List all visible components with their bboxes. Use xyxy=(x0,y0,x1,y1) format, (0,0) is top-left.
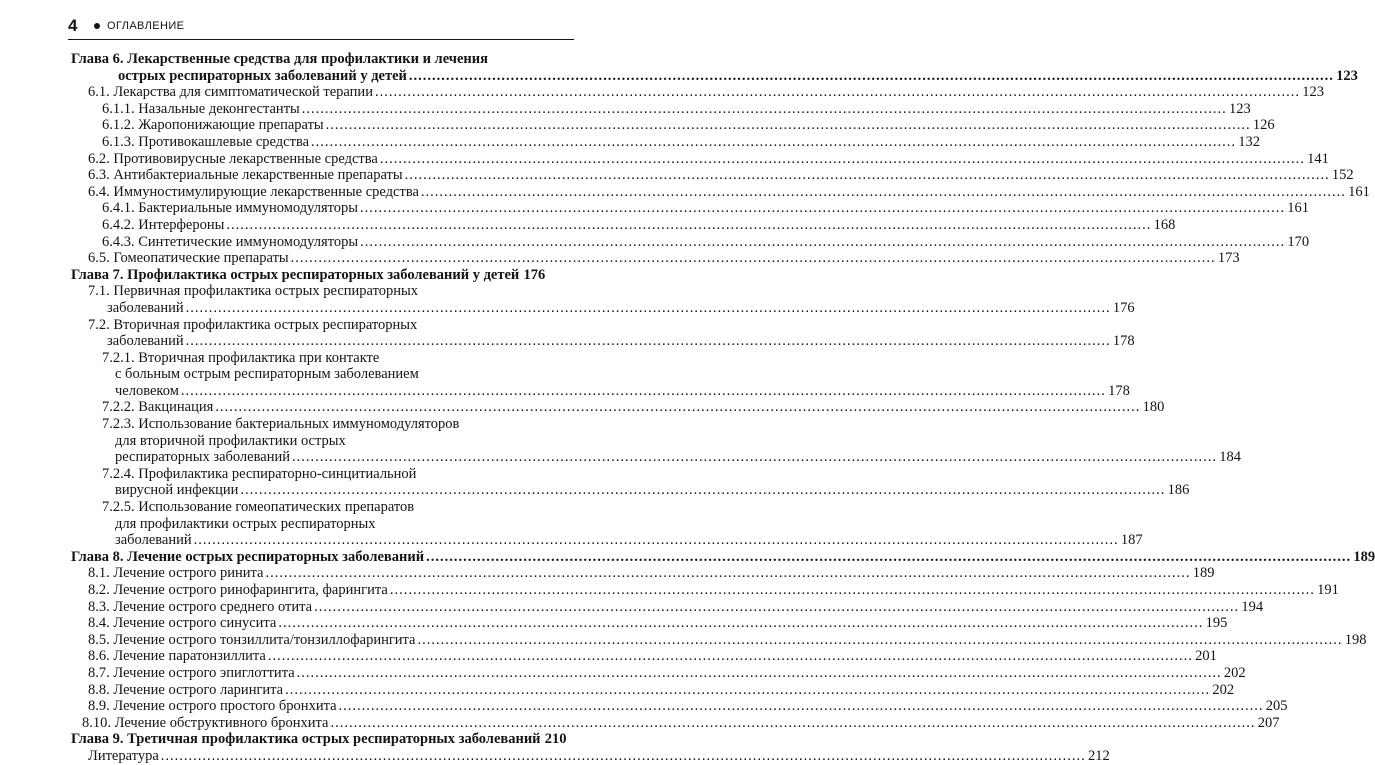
toc-entry[interactable] xyxy=(71,698,1288,715)
toc-page-number: 207 xyxy=(1257,714,1280,731)
leader-dots: ........................................................................................................................................................................................................ xyxy=(379,150,1305,167)
leader-dots: ........................................................................................................................................................................................................ xyxy=(314,598,1240,615)
leader-dots: ........................................................................................................................................................................................................ xyxy=(408,67,1334,84)
toc-entry-title: 7.2.5. Использование гомеопатических препаратов xyxy=(102,499,415,516)
leader-dots: ........................................................................................................................................................................................................ xyxy=(180,382,1106,399)
toc-entry-title: 6.4.1. Бактериальные иммуномодуляторы xyxy=(102,200,359,217)
toc-page-number: 205 xyxy=(1265,698,1288,715)
toc-entry-title: 8.6. Лечение паратонзиллита xyxy=(88,648,266,665)
leader-dots: ........................................................................................................................................................................................................ xyxy=(193,532,1119,549)
toc-entry[interactable] xyxy=(71,416,1241,466)
toc-entry-title: 7.1. Первичная профилактика острых респираторных xyxy=(88,283,418,300)
toc-page-number: 168 xyxy=(1153,216,1176,233)
toc-page-number: 189 xyxy=(1353,548,1375,565)
toc-entry-title: 7.2. Вторичная профилактика острых респираторных xyxy=(88,316,418,333)
toc-page-number: 210 xyxy=(544,731,567,748)
toc-page-number: 161 xyxy=(1348,183,1370,200)
leader-dots: ........................................................................................................................................................................................................ xyxy=(215,399,1141,416)
toc-page-number: 186 xyxy=(1167,482,1190,499)
toc-page-number: 198 xyxy=(1344,631,1367,648)
toc-entry-title: заболеваний xyxy=(107,299,184,316)
toc-entry[interactable] xyxy=(71,681,1235,699)
toc-entry[interactable] xyxy=(71,349,1130,400)
leader-dots: ........................................................................................................................................................................................................ xyxy=(417,631,1343,648)
toc-entry-title: 8.5. Лечение острого тонзиллита/тонзиллофарингита xyxy=(88,631,416,648)
toc-page-number: 132 xyxy=(1238,133,1261,150)
toc-page-number: 141 xyxy=(1307,150,1329,167)
toc-page-number: 161 xyxy=(1287,200,1310,217)
page-number: 4 xyxy=(68,16,78,35)
toc-entry[interactable] xyxy=(71,631,1367,649)
leader-dots: ........................................................................................................................................................................................................ xyxy=(285,681,1211,698)
leader-dots: ........................................................................................................................................................................................................ xyxy=(325,117,1251,134)
toc-entry[interactable] xyxy=(71,499,1143,549)
toc-entry-title: для вторичной профилактики острых xyxy=(115,432,346,449)
leader-dots: ........................................................................................................................................................................................................ xyxy=(426,548,1352,565)
leader-dots: ........................................................................................................................................................................................................ xyxy=(185,333,1111,350)
toc-chapter[interactable] xyxy=(71,731,567,748)
toc-entry-title: респираторных заболеваний xyxy=(115,449,290,466)
toc-entry-title: 6.4.2. Интерфероны xyxy=(102,216,225,233)
toc-entry-title: Глава 9. Третичная профилактика острых респираторных заболеваний xyxy=(71,731,541,748)
toc-page-number: 176 xyxy=(1112,299,1135,316)
toc-entry-title: вирусной инфекции xyxy=(115,482,239,499)
toc-entry[interactable] xyxy=(71,167,1354,184)
toc-entry[interactable] xyxy=(71,399,1165,416)
toc-entry-title: 6.2. Противовирусные лекарственные средства xyxy=(88,150,378,167)
toc-chapter[interactable] xyxy=(71,548,1375,566)
toc-entry-title: 8.8. Лечение острого ларингита xyxy=(88,681,284,698)
leader-dots: ........................................................................................................................................................................................................ xyxy=(360,200,1286,217)
toc-entry[interactable] xyxy=(71,747,1110,765)
toc-page-number: 176 xyxy=(523,266,546,283)
toc-entry-title: 6.1.3. Противокашлевые средства xyxy=(102,133,310,150)
toc-entry-title: человеком xyxy=(115,382,179,399)
toc-page-number: 180 xyxy=(1142,399,1165,416)
toc-entry-title: 8.4. Лечение острого синусита xyxy=(88,615,277,632)
toc-entry-title: Литература xyxy=(88,747,159,764)
leader-dots: ........................................................................................................................................................................................................ xyxy=(160,747,1086,764)
toc-page-number: 212 xyxy=(1088,747,1110,764)
toc-page-number: 152 xyxy=(1331,167,1354,184)
toc-entry[interactable] xyxy=(71,598,1264,616)
leader-dots: ........................................................................................................................................................................................................ xyxy=(265,565,1191,582)
toc-page-number: 126 xyxy=(1252,117,1275,134)
bullet-icon xyxy=(94,23,100,29)
toc-entry[interactable] xyxy=(71,565,1215,582)
toc-entry[interactable] xyxy=(71,200,1310,217)
header-rule xyxy=(68,39,574,40)
toc-entry[interactable] xyxy=(71,582,1339,599)
toc-entry[interactable] xyxy=(71,465,1190,499)
toc-entry-title: 8.1. Лечение острого ринита xyxy=(88,565,264,582)
toc-entry-title: 8.9. Лечение острого простого бронхита xyxy=(88,698,337,715)
toc-entry-title: с больным острым респираторным заболеванием xyxy=(115,366,419,383)
toc-entry-title: заболеваний xyxy=(115,532,192,549)
toc-entry[interactable] xyxy=(71,133,1261,151)
toc-entry-title: 8.7. Лечение острого эпиглоттита xyxy=(88,664,295,681)
toc-page-number: 202 xyxy=(1212,681,1235,698)
table-of-contents xyxy=(71,51,1375,765)
toc-entry[interactable] xyxy=(71,150,1329,168)
toc-page-number: 195 xyxy=(1205,615,1228,632)
toc-entry[interactable] xyxy=(71,615,1228,632)
toc-page-number: 178 xyxy=(1112,333,1135,350)
leader-dots: ........................................................................................................................................................................................................ xyxy=(267,648,1193,665)
toc-entry[interactable] xyxy=(71,100,1251,118)
toc-entry-title: 6.1. Лекарства для симптоматической терапии xyxy=(88,84,373,101)
leader-dots: ........................................................................................................................................................................................................ xyxy=(330,714,1256,731)
toc-entry[interactable] xyxy=(71,664,1246,682)
toc-chapter[interactable] xyxy=(71,51,1358,84)
leader-dots: ........................................................................................................................................................................................................ xyxy=(240,482,1166,499)
leader-dots: ........................................................................................................................................................................................................ xyxy=(360,233,1286,250)
toc-entry[interactable] xyxy=(71,216,1176,234)
toc-entry-title: Глава 7. Профилактика острых респираторных заболеваний у детей xyxy=(71,266,520,283)
toc-page-number: 170 xyxy=(1287,233,1310,250)
leader-dots: ........................................................................................................................................................................................................ xyxy=(404,167,1330,184)
toc-page-number: 184 xyxy=(1219,449,1241,466)
toc-page-number: 191 xyxy=(1317,582,1339,598)
toc-entry-title: острых респираторных заболеваний у детей xyxy=(118,67,407,84)
page-header xyxy=(68,12,574,36)
toc-page-number: 202 xyxy=(1223,664,1246,681)
toc-entry-title: 6.5. Гомеопатические препараты xyxy=(88,250,289,267)
leader-dots: ........................................................................................................................................................................................................ xyxy=(278,615,1204,632)
leader-dots: ........................................................................................................................................................................................................ xyxy=(301,100,1227,117)
toc-entry-title: для профилактики острых респираторных xyxy=(115,515,376,532)
toc-entry[interactable] xyxy=(71,283,1135,316)
toc-entry-title: 6.3. Антибактериальные лекарственные препараты xyxy=(88,167,403,184)
toc-entry-title: 8.2. Лечение острого ринофарингита, фарингита xyxy=(88,582,388,598)
toc-entry[interactable] xyxy=(71,316,1135,350)
toc-page-number: 187 xyxy=(1120,532,1143,549)
toc-entry-title: 7.2.3. Использование бактериальных иммуномодуляторов xyxy=(102,416,460,433)
toc-entry[interactable] xyxy=(71,233,1310,251)
leader-dots: ........................................................................................................................................................................................................ xyxy=(338,698,1264,715)
toc-entry-title: 7.2.1. Вторичная профилактика при контакте xyxy=(102,349,380,366)
toc-entry-title: Глава 8. Лечение острых респираторных заболеваний xyxy=(71,548,425,565)
leader-dots: ........................................................................................................................................................................................................ xyxy=(291,449,1217,466)
toc-entry[interactable] xyxy=(71,250,1240,267)
leader-dots: ........................................................................................................................................................................................................ xyxy=(311,133,1237,150)
toc-entry[interactable] xyxy=(71,648,1217,665)
toc-entry[interactable] xyxy=(71,117,1275,134)
toc-entry-title: 7.2.4. Профилактика респираторно-синцитиальной xyxy=(102,465,417,482)
toc-page-number: 123 xyxy=(1229,100,1251,117)
toc-entry-title: 7.2.2. Вакцинация xyxy=(102,399,214,416)
toc-page-number: 189 xyxy=(1192,565,1215,582)
leader-dots: ........................................................................................................................................................................................................ xyxy=(296,664,1222,681)
toc-page-number: 178 xyxy=(1108,382,1130,399)
toc-entry[interactable] xyxy=(71,714,1280,732)
toc-page-number: 173 xyxy=(1217,250,1240,267)
toc-entry-title: 6.4. Иммуностимулирующие лекарственные средства xyxy=(88,183,419,200)
toc-entry-title: 8.3. Лечение острого среднего отита xyxy=(88,598,313,615)
toc-entry[interactable] xyxy=(71,183,1370,201)
toc-chapter[interactable] xyxy=(71,266,546,284)
toc-page-number: 201 xyxy=(1195,648,1217,665)
toc-entry-title: 6.4.3. Синтетические иммуномодуляторы xyxy=(102,233,359,250)
toc-entry-title: Глава 6. Лекарственные средства для профилактики и лечения xyxy=(71,51,488,67)
toc-entry[interactable] xyxy=(71,84,1324,101)
leader-dots: ........................................................................................................................................................................................................ xyxy=(420,183,1346,200)
toc-entry-title: 8.10. Лечение обструктивного бронхита xyxy=(82,714,329,731)
leader-dots: ........................................................................................................................................................................................................ xyxy=(185,299,1111,316)
toc-entry-title: 6.1.1. Назальные деконгестанты xyxy=(102,100,300,117)
leader-dots: ........................................................................................................................................................................................................ xyxy=(226,216,1152,233)
leader-dots: ........................................................................................................................................................................................................ xyxy=(290,250,1216,267)
toc-page-number: 194 xyxy=(1241,598,1264,615)
leader-dots: ........................................................................................................................................................................................................ xyxy=(389,582,1315,598)
toc-page-number: 123 xyxy=(1302,84,1324,101)
toc-entry-title: 6.1.2. Жаропонижающие препараты xyxy=(102,117,324,134)
toc-page-number: 123 xyxy=(1336,67,1358,84)
running-head: ОГЛАВЛЕНИЕ xyxy=(107,20,185,32)
leader-dots: ........................................................................................................................................................................................................ xyxy=(374,84,1300,101)
toc-entry-title: заболеваний xyxy=(107,333,184,350)
